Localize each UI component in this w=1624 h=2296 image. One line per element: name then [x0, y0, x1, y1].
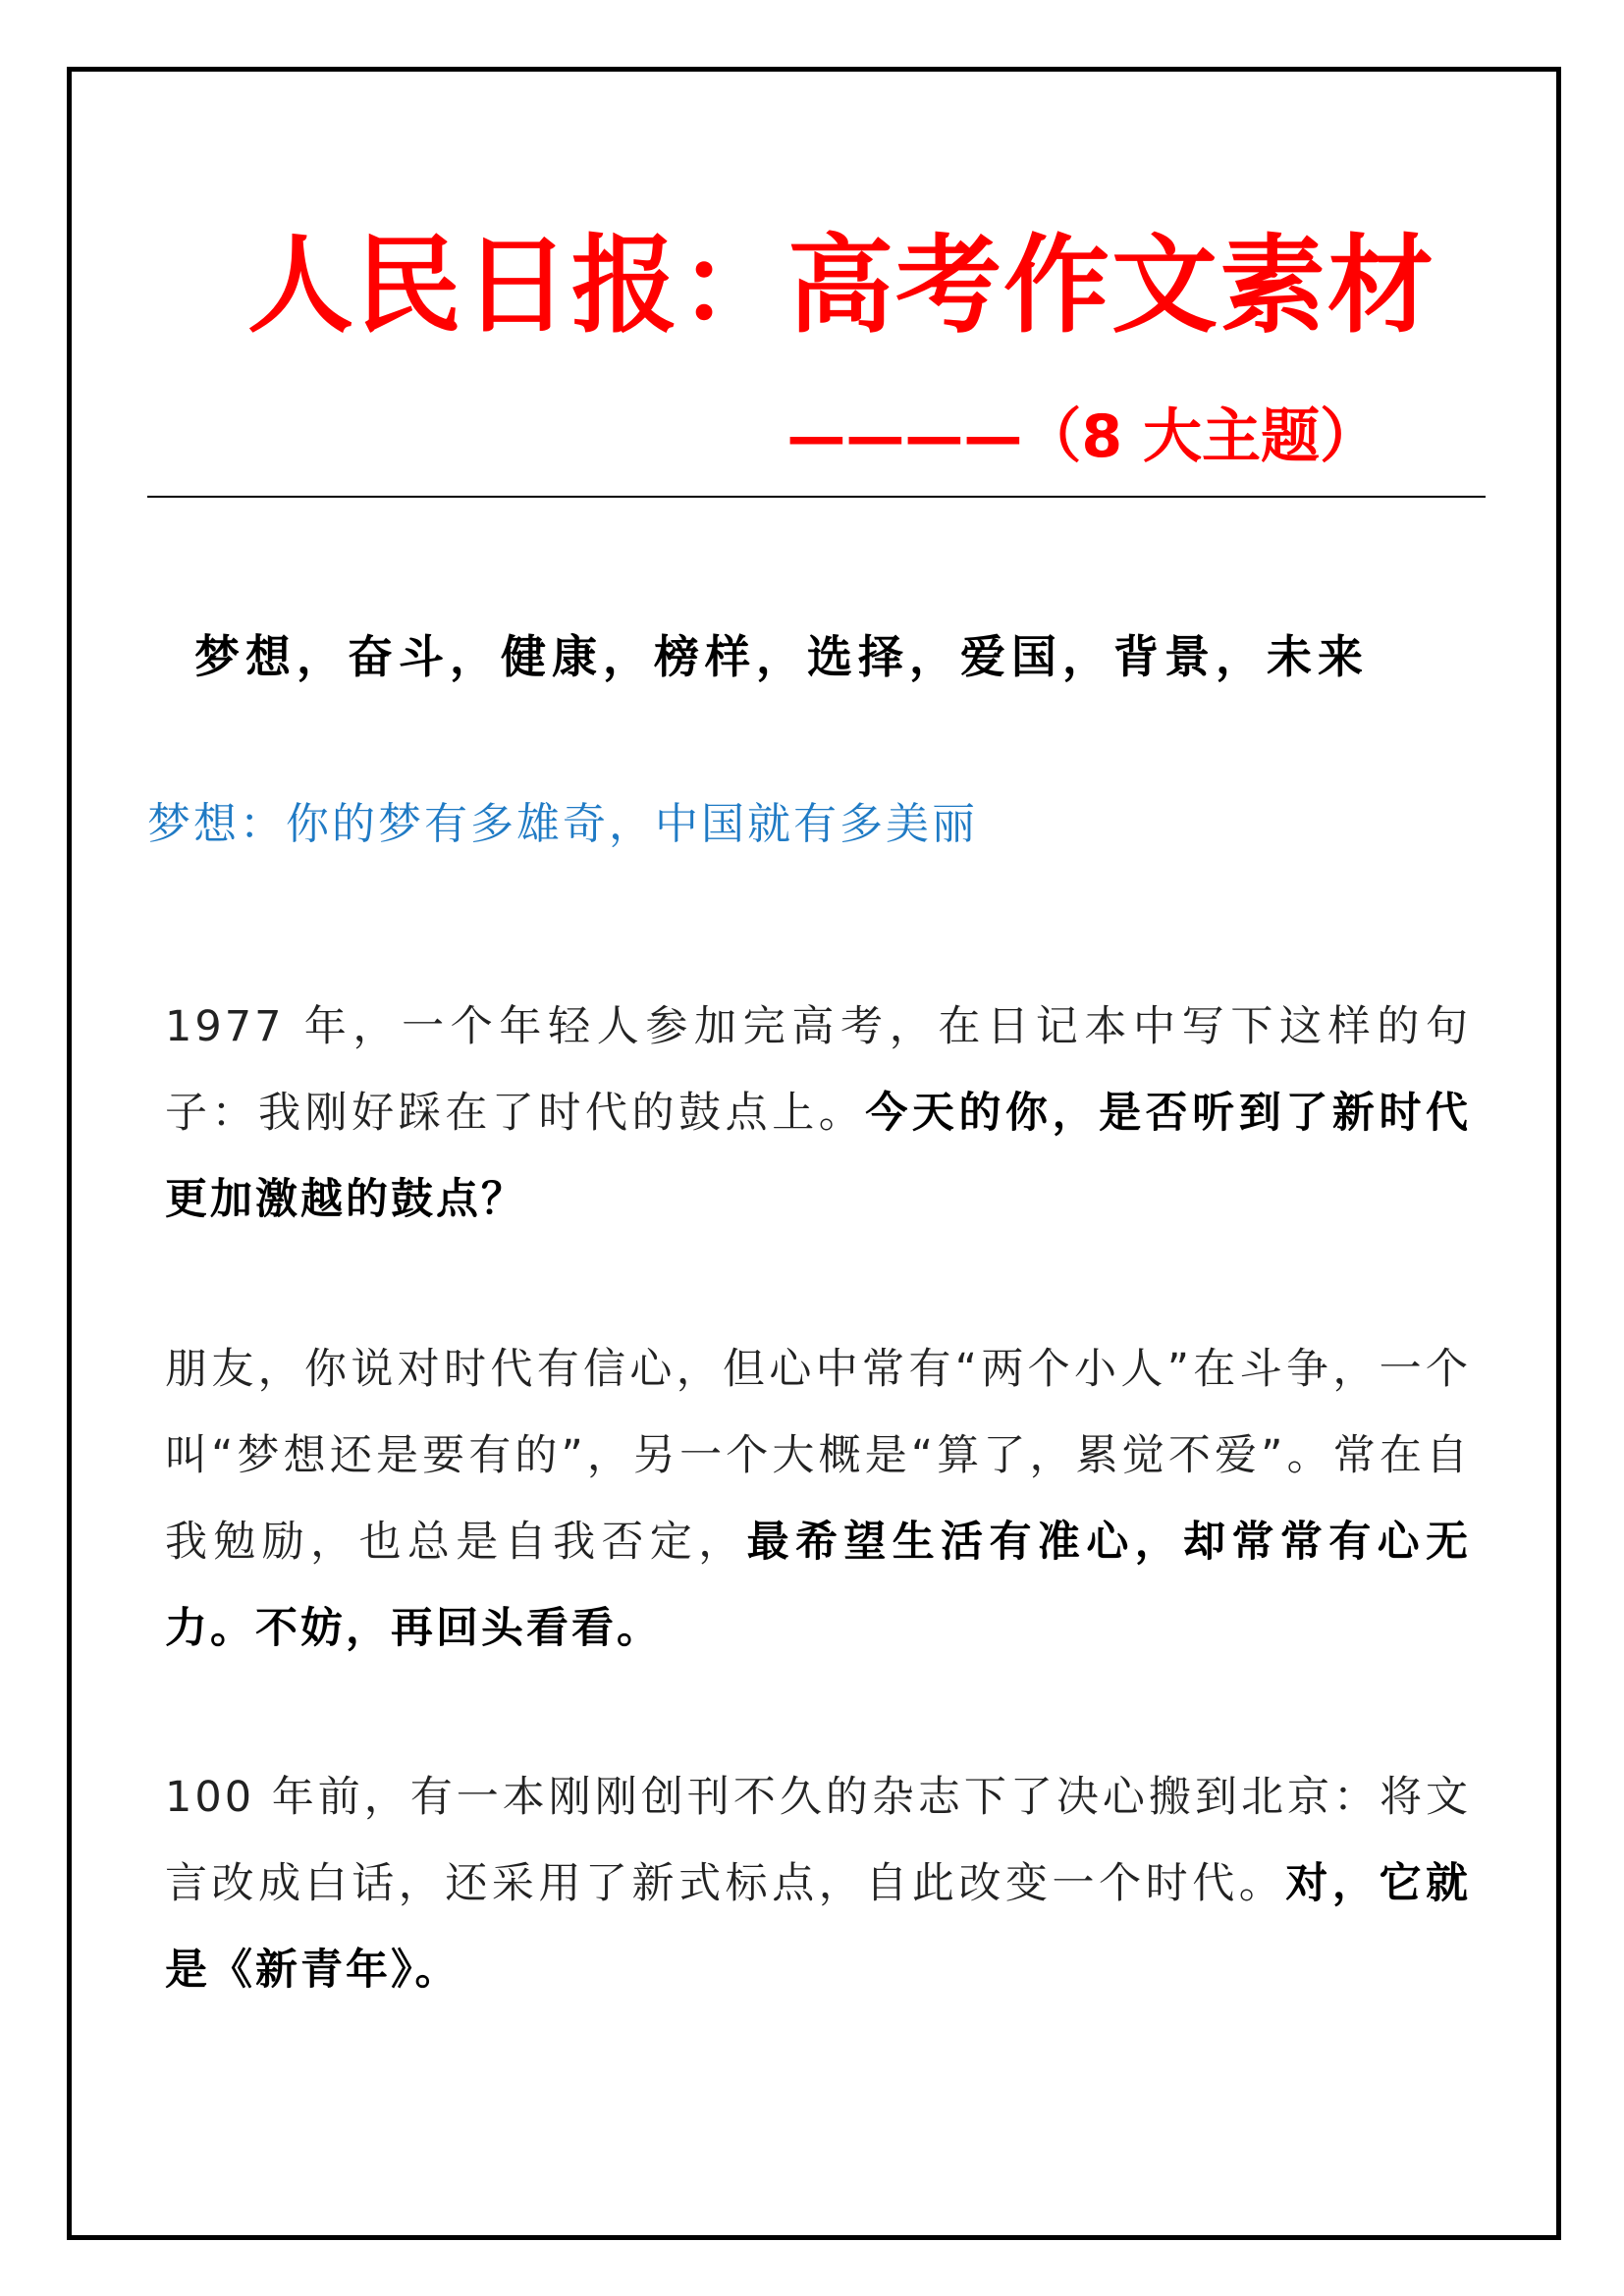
- paragraph: [165, 1326, 1471, 1672]
- paragraph-emphasis: 对，它就是《新青年》。: [165, 1859, 1472, 1995]
- paragraph-text: 100 年前，有一本刚刚创刊不久的杂志下了决心搬到北京：将文言改成白话，还采用了新式标点，自此改变一个时代。: [165, 1773, 1471, 1908]
- page-title: 人民日报：高考作文素材: [246, 225, 1435, 347]
- paragraph: [165, 1754, 1471, 2013]
- paragraph-emphasis: 最希望生活有准心，却常常有心无力。不妨，再回头看看。: [165, 1518, 1472, 1653]
- paragraph-emphasis: 今天的你，是否听到了新时代更加激越的鼓点？: [165, 1089, 1472, 1224]
- title-divider: [147, 496, 1486, 498]
- paragraph-text: 朋友，你说对时代有信心，但心中常有“两个小人”在斗争，一个叫“梦想还是要有的”，另一个大概是“算了，累觉不爱”。常在自我勉励，也总是自我否定，: [165, 1345, 1471, 1567]
- paragraph: [165, 984, 1471, 1243]
- page-subtitle: ————（8 大主题）: [786, 402, 1379, 471]
- section-heading: 梦想：你的梦有多雄奇，中国就有多美丽: [147, 799, 978, 849]
- theme-list: 梦想，奋斗，健康，榜样，选择，爱国，背景，未来: [194, 630, 1369, 683]
- paragraph-text: 1977 年，一个年轻人参加完高考，在日记本中写下这样的句子：我刚好踩在了时代的鼓点上。: [165, 1002, 1471, 1138]
